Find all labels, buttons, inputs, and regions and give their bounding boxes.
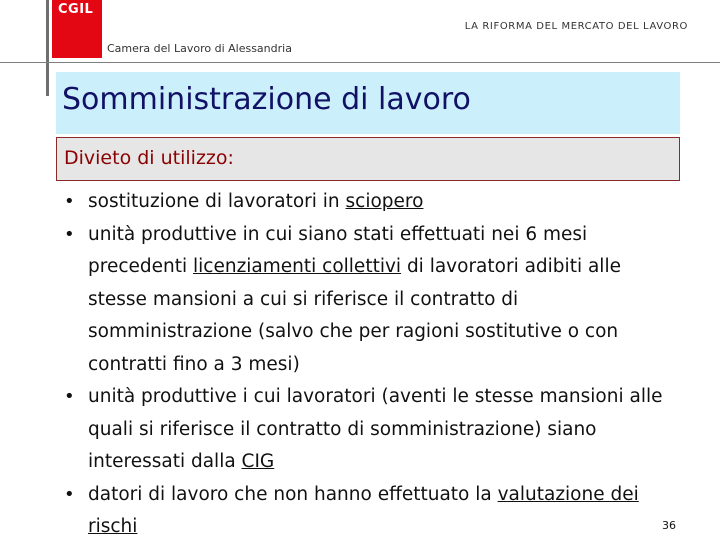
bullet-item: • unità produttive i cui lavoratori (aventi le stesse mansioni alle quali si riferisce il contratto di somministrazione) siano interessati dalla CIG (60, 381, 670, 479)
link-licenziamenti-collettivi[interactable]: licenziamenti collettivi (193, 256, 402, 277)
bullet-list (60, 186, 670, 544)
bullet-dot-icon: • (64, 386, 75, 407)
page-number: 36 (662, 519, 676, 532)
link-sciopero[interactable]: sciopero (345, 191, 424, 212)
subtitle-banner (56, 137, 680, 181)
cgil-logo (52, 0, 102, 58)
bullet-item: • sostituzione di lavoratori in sciopero (60, 186, 670, 219)
decorative-vertical-line (46, 0, 49, 96)
bullet-dot-icon: • (64, 223, 75, 245)
link-cig[interactable]: CIG (241, 451, 275, 472)
slide-title: Somministrazione di lavoro (62, 82, 471, 117)
slide-subtitle: Divieto di utilizzo: (64, 147, 234, 169)
bullet-dot-icon: • (64, 483, 75, 505)
bullet-item: • datori di lavoro che non hanno effettuato la valutazione dei rischi (60, 479, 670, 544)
header-topic: LA RIFORMA DEL MERCATO DEL LAVORO (464, 21, 688, 32)
bullet-dot-icon: • (64, 191, 75, 212)
logo-text: CGIL (58, 2, 94, 17)
organization-name: Camera del Lavoro di Alessandria (107, 42, 292, 55)
title-banner (56, 72, 680, 134)
link-valutazione-dei-rischi[interactable]: valutazione dei rischi (88, 483, 639, 537)
bullet-item: • unità produttive in cui siano stati effettuati nei 6 mesi precedenti licenziamenti collettivi di lavoratori adibiti alle stesse mansioni a cui si riferisce il contratto di somministrazione (salvo che per ragioni sostitutive o con contratti fino a 3 mesi) (60, 219, 670, 382)
decorative-horizontal-line (0, 62, 720, 63)
